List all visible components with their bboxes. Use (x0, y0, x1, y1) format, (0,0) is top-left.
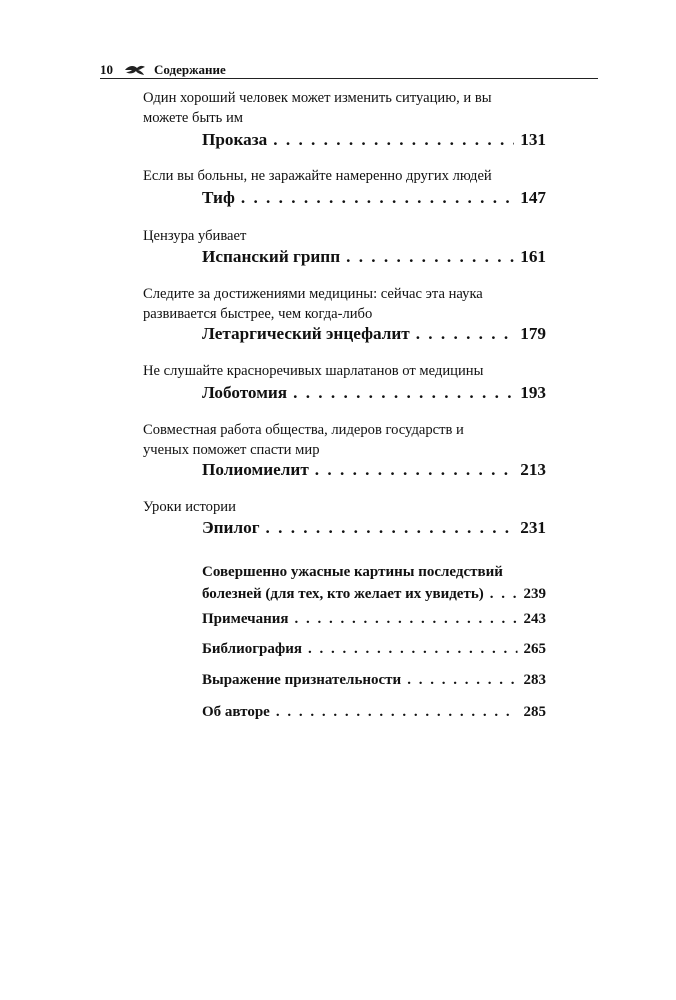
leader-dots (308, 639, 517, 659)
toc-entry-illustrations[interactable] (202, 561, 546, 605)
toc-title: Тиф (202, 188, 235, 207)
toc-title: Проказа (202, 130, 268, 149)
toc-title-line2: болезней (для тех, кто желает их увидеть) (202, 586, 484, 602)
toc-entry[interactable] (202, 458, 546, 482)
toc-title: Эпилог (202, 518, 260, 537)
section-intro: Один хороший человек может изменить ситуацию, и вы можете быть им (143, 90, 492, 126)
toc-entry[interactable] (202, 186, 546, 210)
leaf-ornament-icon (124, 64, 154, 76)
leader-dots (315, 458, 514, 482)
toc-title: Летаргический энцефалит (202, 324, 410, 343)
toc-page: 213 (520, 460, 546, 479)
toc-page: 285 (523, 704, 546, 720)
leader-dots (346, 245, 514, 269)
toc-title: Испанский грипп (202, 247, 341, 266)
leader-dots (295, 609, 518, 629)
toc-entry[interactable] (202, 322, 546, 346)
toc-title: Библиография (202, 641, 303, 657)
toc-title-line1: Совершенно ужасные картины последствий (202, 564, 503, 580)
toc-page: 193 (520, 383, 546, 402)
toc-page: 147 (520, 188, 546, 207)
toc-title: Примечания (202, 611, 289, 627)
toc-entry[interactable] (202, 128, 546, 152)
section-intro: Следите за достижениями медицины: сейчас эта наука развивается быстрее, чем когда-либо (143, 286, 483, 322)
running-header (100, 60, 598, 80)
section-intro: Цензура убивает (143, 228, 247, 244)
toc-entry[interactable] (202, 516, 546, 540)
leader-dots (241, 186, 514, 210)
toc-entry-acknowledgments[interactable] (202, 670, 546, 690)
toc-entry-bibliography[interactable] (202, 639, 546, 659)
toc-page: 161 (520, 247, 546, 266)
toc-entry[interactable] (202, 381, 546, 405)
section-intro: Уроки истории (143, 499, 236, 515)
toc-entry-about-author[interactable] (202, 702, 546, 722)
section-intro: Не слушайте красноречивых шарлатанов от медицины (143, 363, 484, 379)
toc-title: Лоботомия (202, 383, 288, 402)
leader-dots (273, 128, 514, 152)
toc-page: 283 (523, 672, 546, 688)
toc-entry-notes[interactable] (202, 609, 546, 629)
toc-page: 131 (520, 130, 546, 149)
leader-dots (416, 322, 515, 346)
section-intro: Если вы больны, не заражайте намеренно других людей (143, 168, 492, 184)
leader-dots (276, 702, 518, 722)
leader-dots (490, 583, 518, 605)
toc-title: Полиомиелит (202, 460, 309, 479)
toc-page: 265 (523, 641, 546, 657)
toc-page: 239 (523, 586, 546, 602)
toc-title: Об авторе (202, 704, 270, 720)
leader-dots (407, 670, 517, 690)
leader-dots (293, 381, 514, 405)
toc-page: 243 (523, 611, 546, 627)
section-title: Содержание (154, 62, 226, 77)
toc-entry[interactable] (202, 245, 546, 269)
section-intro: Совместная работа общества, лидеров государств и ученых поможет спасти мир (143, 422, 464, 458)
page-number: 10 (100, 62, 113, 77)
toc-page: 231 (520, 518, 546, 537)
toc-title: Выражение признательности (202, 672, 402, 688)
toc-page: 179 (520, 324, 546, 343)
header-rule (100, 78, 598, 79)
leader-dots (266, 516, 515, 540)
